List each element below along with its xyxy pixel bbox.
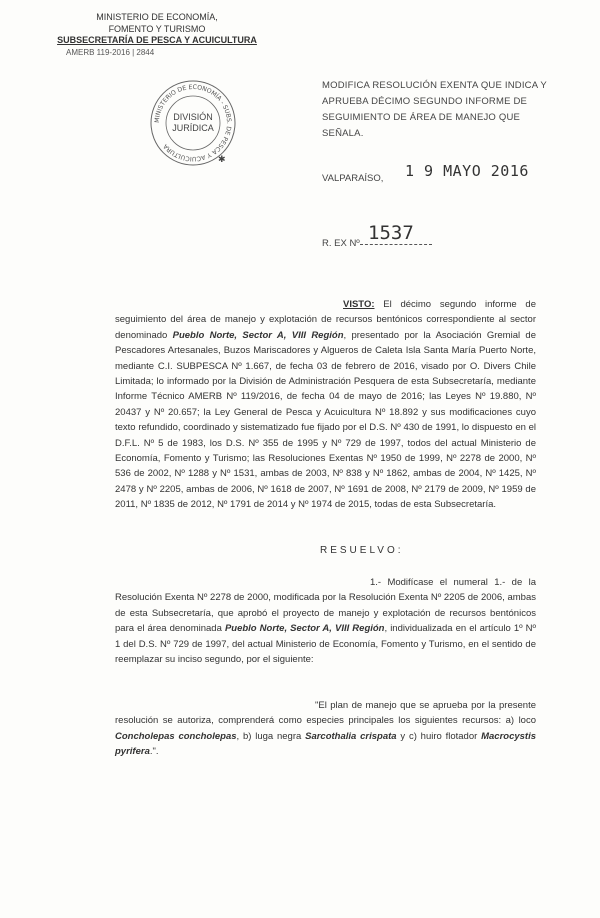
stamp-star-icon: ✱ bbox=[218, 155, 226, 165]
visto-label: VISTO: bbox=[343, 299, 375, 310]
species-loco: Concholepas concholepas bbox=[115, 730, 237, 742]
quote-text-1: "El plan de manejo que se aprueba por la presente resolución se autoriza, comprenderá como especies principales los siguientes recursos: a) loco bbox=[115, 700, 536, 727]
species-luga-negra: Sarcothalia crispata bbox=[305, 730, 397, 742]
ministry-name: MINISTERIO DE ECONOMÍA, bbox=[96, 12, 218, 22]
article-1-text-1: Modifícase el numeral 1.- de la Resolución Exenta Nº 2278 de 2000, modificada por la Resolución Exenta Nº 2205 de 2006, ambas de esta Subsecretaría, que aprobó el proyecto de manejo y explotación de recursos bentónicos para el área denominada bbox=[115, 577, 536, 635]
resolution-place: VALPARAÍSO, bbox=[322, 173, 384, 184]
resolution-number: 1537 bbox=[368, 222, 414, 244]
ministry-name-cont: FOMENTO Y TURISMO bbox=[108, 23, 206, 34]
visto-paragraph bbox=[115, 297, 536, 513]
visto-text-2: , presentado por la Asociación Gremial de Pescadores Artesanales, Buzos Mariscadores y Algueros de Caleta Isla Santa María Puerto Norte, mediante C.I. SUBPESCA Nº 1.667, de fecha 03 de febrero de 2016, visado por O. Divers Chile Limitada; lo informado por la División de Administración Pesquera de esta Subsecretaría, mediante Informe Técnico AMERB Nº 119/2016, de fecha 04 de mayo de 2016; las Leyes Nº 19.880, Nº 20437 y Nº 20.657; la Ley General de Pesca y Acuicultura Nº 18.892 y sus modificaciones cuyo texto refundido, coordinado y sistematizado fue fijado por el D.S. Nº 430 de 1991, lo dispuesto en el D.F.L. Nº 5 de 1983, los D.S. Nº 355 de 1995 y Nº 729 de 1997, todos del actual Ministerio de Economía, Fomento y Turismo; las Resoluciones Exentas Nº 1950 de 1999, Nº 2278 de 2000, Nº 536 de 2002, Nº 1288 y Nº 1531, ambas de 2003, Nº 838 y Nº 1862, ambas de 2004, Nº 1425, Nº 2478 y Nº 2205, ambas de 2006, Nº 1618 de 2007, Nº 1691 de 2008, Nº 2179 de 2009, Nº 1959 de 2011, Nº 1835 de 2012, Nº 1791 de 2014 y Nº 1974 de 2015, todas de esta Subsecretaría. bbox=[115, 329, 536, 511]
stamp-center-line1: DIVISIÓN bbox=[173, 112, 213, 122]
quote-text-2: , b) luga negra bbox=[236, 730, 306, 742]
subsecretariat-name: SUBSECRETARÍA DE PESCA Y ACUICULTURA bbox=[57, 35, 257, 45]
resolution-date: 1 9 MAYO 2016 bbox=[405, 162, 529, 180]
stamp-ring-text: MINISTERIO DE ECONOMÍA - SUBS. DE PESCA Y ACUICULTURA bbox=[153, 83, 233, 163]
stamp-center-line2: JURÍDICA bbox=[172, 123, 214, 133]
article-1-paragraph bbox=[115, 575, 536, 667]
division-juridica-stamp bbox=[148, 78, 238, 168]
visto-sector: Pueblo Norte, Sector A, VIII Región bbox=[172, 329, 344, 341]
visto-text-1: El décimo segundo informe de seguimiento del área de manejo y explotación de recursos bentónicos correspondiente al sector denominado bbox=[115, 299, 536, 341]
resuelvo-heading: RESUELVO: bbox=[320, 545, 404, 556]
article-1-sector: Pueblo Norte, Sector A, VIII Región bbox=[224, 623, 385, 635]
resolution-number-label: R. EX Nº bbox=[322, 238, 360, 249]
document-reference: AMERB 119-2016 | 2844 bbox=[66, 47, 155, 57]
resolution-number-line bbox=[360, 244, 432, 245]
article-1-text-2: , individualizada en el artículo 1º Nº 1 del D.S. Nº 729 de 1997, del actual Ministerio de Economía, Fomento y Turismo, en el sentido de reemplazar su inciso segundo, por el siguiente: bbox=[115, 623, 536, 666]
replacement-quote bbox=[115, 698, 536, 760]
quote-text-4: .". bbox=[149, 746, 159, 758]
letterhead bbox=[52, 12, 262, 58]
article-1-label: 1.- bbox=[370, 577, 388, 588]
species-huiro: Macrocystis pyrifera bbox=[115, 730, 537, 758]
quote-text-3: y c) huiro flotador bbox=[396, 730, 482, 742]
resolution-subject: MODIFICA RESOLUCIÓN EXENTA QUE INDICA Y APRUEBA DÉCIMO SEGUNDO INFORME DE SEGUIMIENTO DE ÁREA DE MANEJO QUE SEÑALA. bbox=[322, 80, 547, 139]
